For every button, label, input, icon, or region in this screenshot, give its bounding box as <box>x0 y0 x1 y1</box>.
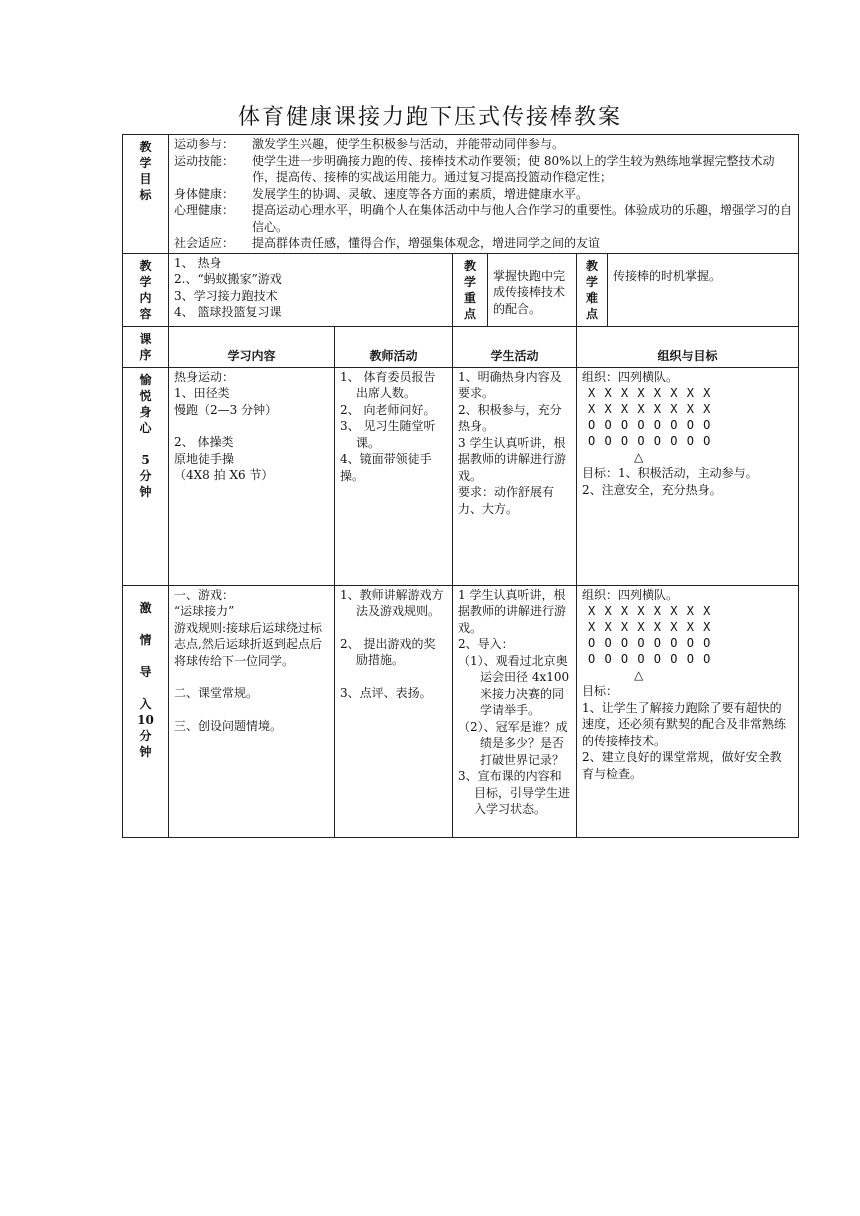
section-intro-label: 激 情 导 入 10 分 钟 <box>123 585 169 837</box>
teacher-position-triangle: △ <box>634 668 644 682</box>
formation-row: O O O O O O O O <box>588 652 712 666</box>
content-row <box>123 253 799 326</box>
header-seq: 课 序 <box>123 326 169 367</box>
section-intro-row <box>123 585 799 837</box>
section-intro-org: 组织：四列横队。 X X X X X X X X X X X X X X X X O O O O O O O O O O O O O O O O △ 目标： 1、让学生了解接力跑除了要有超快的速度，还必须有默契的配合及非常熟练的传接棒技术。 2、建立良好的课堂常规，做好安全教育与检查。 <box>577 585 799 837</box>
formation-row: X X X X X X X X <box>588 604 712 618</box>
header-row <box>123 326 799 367</box>
objective-item: 运动技能： 使学生进一步明确接力跑的传、接棒技术动作要领；使 80%以上的学生较为熟练地掌握完整技术动作，提高传、接棒的实战运用能力。通过复习提高投篮动作稳定性； <box>174 153 775 184</box>
section-intro-teacher: 1、教师讲解游戏方法及游戏规则。 2、 提出游戏的奖励措施。 3、点评、表扬。 <box>335 585 453 837</box>
header-content: 学习内容 <box>169 326 335 367</box>
content-list: 1、 热身 2.、“蚂蚁搬家”游戏 3、学习接力跑技术 4、 篮球投篮复习课 <box>169 253 453 326</box>
formation-row: X X X X X X X X <box>588 386 712 400</box>
section-warmup-student: 1、明确热身内容及要求。 2、积极参与，充分热身。 3 学生认真听讲，根据教师的讲解进行游戏。 要求：动作舒展有力、大方。 <box>453 367 577 585</box>
objectives-label: 教 学 目 标 <box>123 135 169 254</box>
section-warmup-content: 热身运动： 1、田径类 慢跑（2—3 分钟） 2、 体操类 原地徒手操 （4X8 拍 X6 节） <box>169 367 335 585</box>
formation-row: X X X X X X X X <box>588 620 712 634</box>
objective-item: 身体健康： 发展学生的协调、灵敏、速度等各方面的素质，增进健康水平。 <box>174 186 589 201</box>
content-label: 教 学 内 容 <box>123 253 169 326</box>
difficulty-label: 教 学 难 点 <box>577 253 608 326</box>
header-org: 组织与目标 <box>577 326 799 367</box>
objectives-list <box>169 135 799 254</box>
objective-item: 心理健康： 提高运动心理水平，明确个人在集体活动中与他人合作学习的重要性。体验成功的乐趣，增强学习的自信心。 <box>174 203 793 234</box>
formation-row: O O O O O O O O <box>588 434 712 448</box>
objective-item: 运动参与： 激发学生兴趣，使学生积极参与活动，并能带动同伴参与。 <box>174 137 565 151</box>
section-intro-student: 1 学生认真听讲，根据教师的讲解进行游戏。 2、导入： （1）、观看过北京奥运会田径 4x100 米接力决赛的同学请举手。 （2）、冠军是谁？成绩是多少？是否打破世界记录？ 3、宣布课的内容和目标，引导学生进入学习状态。 <box>453 585 577 837</box>
section-warmup-row <box>123 367 799 585</box>
section-warmup-teacher: 1、 体育委员报告出席人数。 2、 向老师问好。 3、 见习生随堂听课。 4、镜面带领徒手操。 <box>335 367 453 585</box>
formation-row: O O O O O O O O <box>588 636 712 650</box>
header-teacher: 教师活动 <box>335 326 453 367</box>
header-student: 学生活动 <box>453 326 577 367</box>
key-point-label: 教 学 重 点 <box>453 254 488 326</box>
document-title: 体育健康课接力跑下压式传接棒教案 <box>237 105 622 130</box>
key-point-text: 掌握快跑中完成传接棒技术的配合。 <box>493 268 566 316</box>
objectives-row <box>123 135 799 254</box>
section-intro-content: 一、游戏： “运球接力” 游戏规则:接球后运球绕过标志点,然后运球折返到起点后将球传给下一位同学。 二、课堂常规。 三、创设问题情境。 <box>169 585 335 837</box>
section-warmup-label: 愉 悦 身 心 5 分 钟 <box>123 367 169 585</box>
formation-row: X X X X X X X X <box>588 402 712 416</box>
key-point-cell <box>453 253 577 326</box>
lesson-plan-table <box>122 134 799 838</box>
teacher-position-triangle: △ <box>634 450 644 464</box>
difficulty-text: 传接棒的时机掌握。 <box>608 253 799 326</box>
objective-item: 社会适应： 提高群体责任感，懂得合作，增强集体观念，增进同学之间的友谊 <box>174 236 601 250</box>
formation-row: O O O O O O O O <box>588 418 712 432</box>
section-warmup-org: 组织：四列横队。 X X X X X X X X X X X X X X X X O O O O O O O O O O O O O O O O △ 目标：1、积极活动，主动参与。 2、注意安全，充分热身。 <box>577 367 799 585</box>
